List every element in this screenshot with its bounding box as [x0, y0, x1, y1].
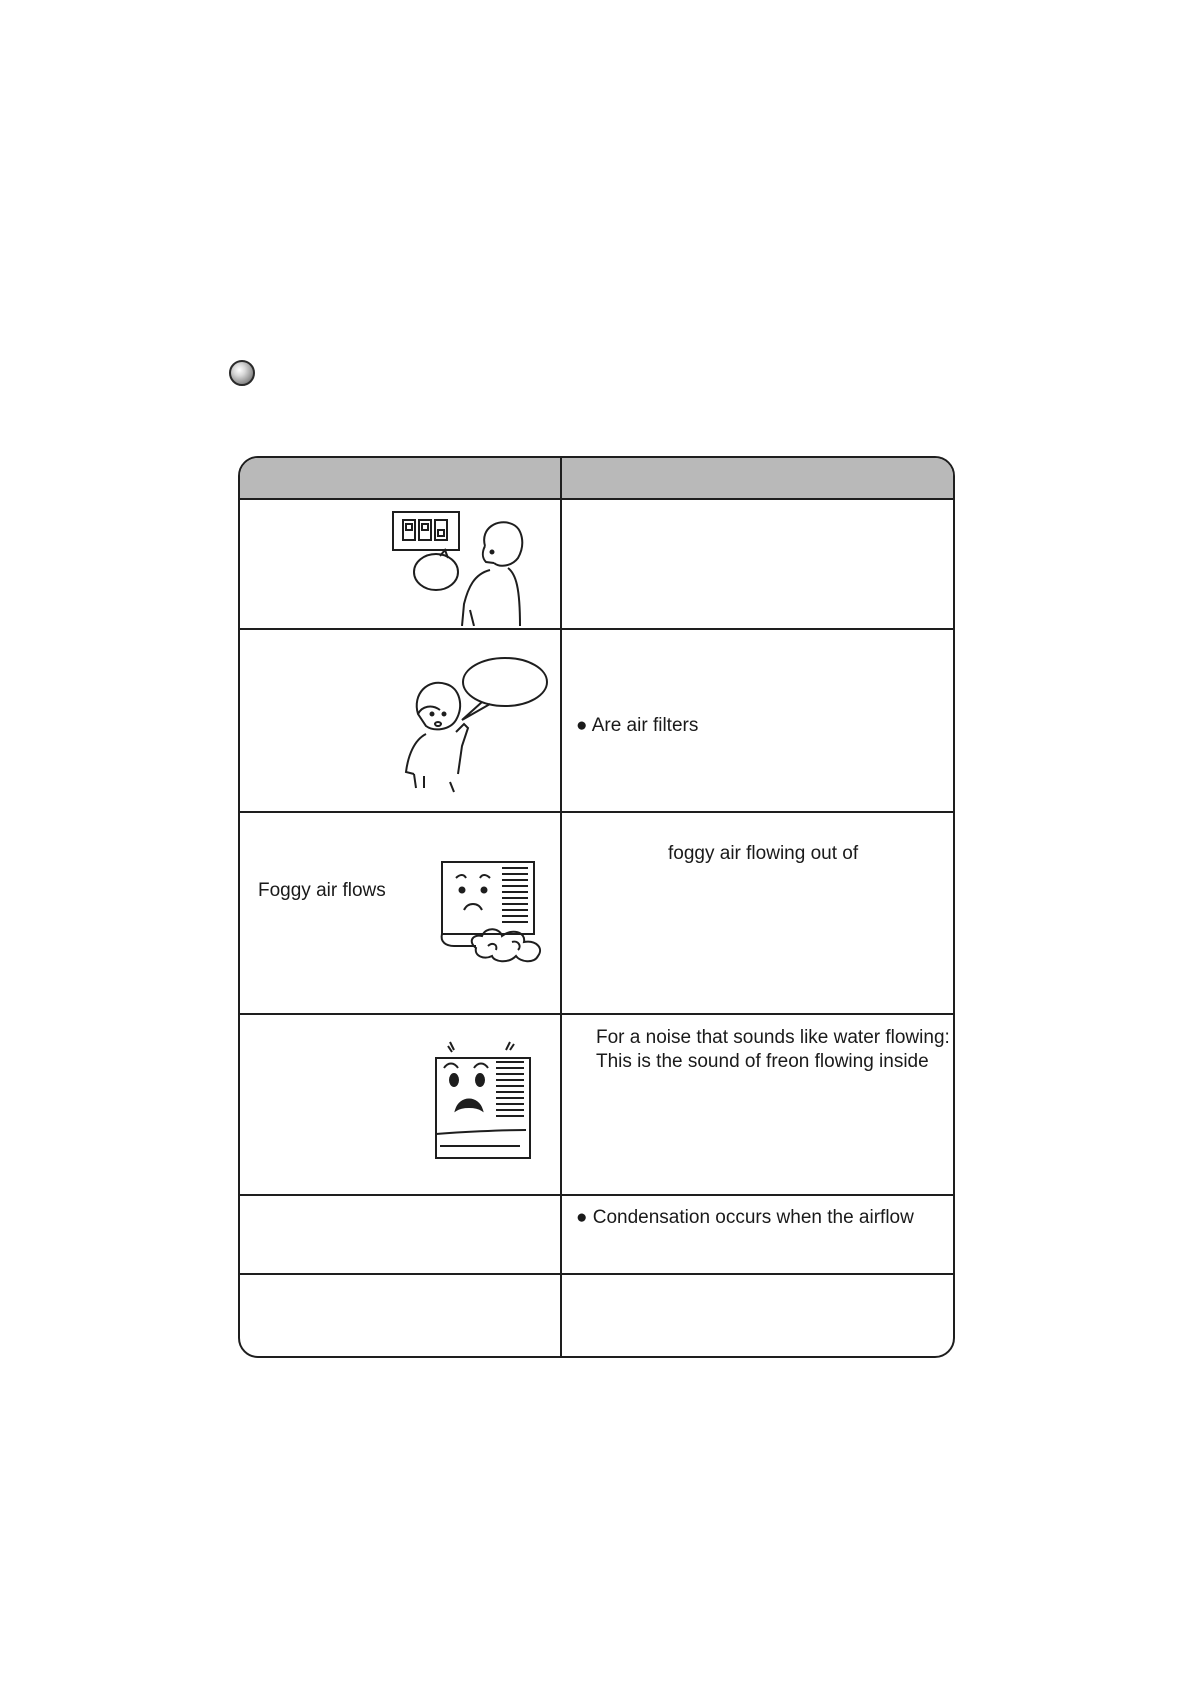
troubleshooting-table — [238, 456, 955, 1358]
row2-explanation-line1: ● Are air filters — [576, 715, 699, 736]
row3-symptom-text: Foggy air flows — [258, 880, 386, 901]
talking-person-illustration — [400, 656, 550, 796]
section-bullet-icon — [229, 360, 255, 386]
fuse-box-person-illustration — [390, 508, 552, 626]
worried-ac-illustration — [430, 1038, 542, 1164]
column-divider — [560, 458, 562, 1356]
row-divider — [240, 811, 953, 813]
foggy-ac-illustration — [436, 856, 552, 966]
row-divider — [240, 1273, 953, 1275]
row-divider — [240, 1194, 953, 1196]
row4-explanation-line1: For a noise that sounds like water flowing: — [596, 1027, 950, 1048]
row-divider — [240, 628, 953, 630]
row4-explanation-line2: This is the sound of freon flowing inside — [596, 1051, 929, 1072]
row5-explanation-line1: ● Condensation occurs when the airflow — [576, 1207, 914, 1228]
row-divider — [240, 1013, 953, 1015]
table-header — [240, 458, 953, 500]
row3-explanation-line1: foggy air flowing out of — [668, 843, 859, 864]
